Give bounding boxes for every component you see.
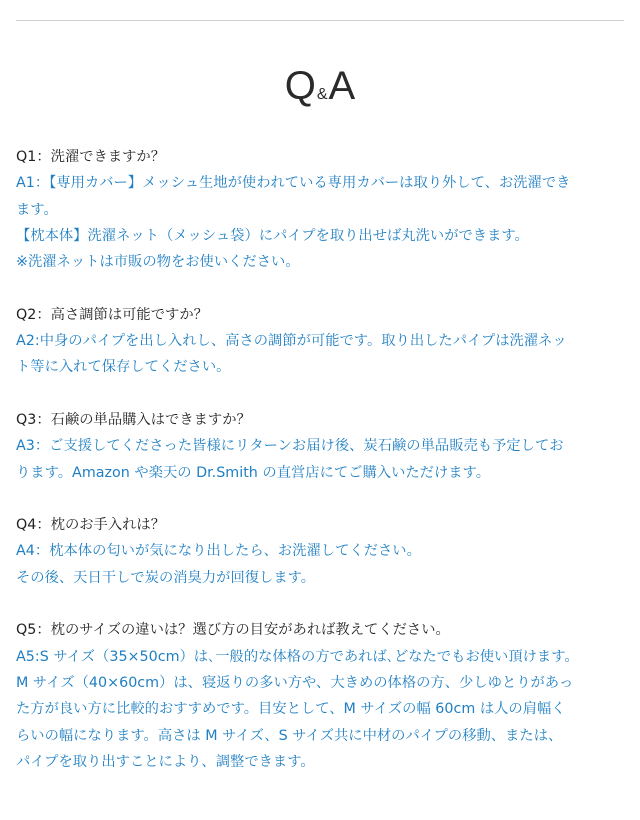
question-5: Q5：枕のサイズの違いは？選び方の目安があれば教えてください。 xyxy=(16,622,450,639)
answer-4-line-2: その後、天日干しで炭の消臭力が回復します。 xyxy=(16,569,316,586)
question-4: Q4：枕のお手入れは？ xyxy=(16,517,166,534)
answer-2-line-2: ト等に入れて保存してください。 xyxy=(16,359,231,376)
answer-2-line-1: A2:中身のパイプを出し入れし、高さの調節が可能です。取り出したパイプは洗濯ネッ xyxy=(16,333,567,350)
qa-list xyxy=(16,144,628,801)
title-a: A xyxy=(328,64,356,108)
answer-5-line-1: A5:S サイズ（35×50cm）は､一般的な体格の方であれば､どなたでもお使い頂けます。 xyxy=(16,648,579,665)
answer-3-line-1: A3：ご支援してくださった皆様にリターンお届け後、炭石鹸の単品販売も予定してお xyxy=(16,438,564,455)
question-3: Q3：石鹸の単品購入はできますか？ xyxy=(16,411,251,428)
answer-5-line-2: M サイズ（40×60cm）は、寝返りの多い方や、大きめの体格の方、少しゆとりがあっ xyxy=(16,674,574,691)
qa-item-3 xyxy=(16,407,628,486)
top-divider xyxy=(16,20,624,21)
qa-item-5 xyxy=(16,617,628,775)
answer-3-line-2: ります。Amazon や楽天の Dr.Smith の直営店にてご購入いただけます。 xyxy=(16,464,491,481)
qa-item-4 xyxy=(16,512,628,591)
answer-1-line-2: ます。 xyxy=(16,201,58,218)
page-title xyxy=(0,58,640,123)
answer-4-line-1: A4：枕本体の匂いが気になり出したら、お洗濯してください。 xyxy=(16,543,421,560)
answer-1-line-4: ※洗濯ネットは市販の物をお使いください。 xyxy=(16,254,300,271)
question-2: Q2：高さ調節は可能ですか？ xyxy=(16,306,208,323)
answer-5-line-5: パイプを取り出すことにより、調整できます。 xyxy=(16,753,315,770)
qa-item-1 xyxy=(16,144,628,275)
answer-5-line-4: らいの幅になります。高さは M サイズ、S サイズ共に中材のパイプの移動、または、 xyxy=(16,727,563,744)
qa-item-2 xyxy=(16,302,628,381)
title-q: Q xyxy=(284,64,316,108)
answer-5-line-3: た方が良い方に比較的おすすめです。目安として、M サイズの幅 60cm は人の肩幅く xyxy=(16,701,566,718)
title-ampersand: & xyxy=(316,86,328,103)
question-1: Q1：洗濯できますか？ xyxy=(16,149,166,165)
answer-1-line-3: 【枕本体】洗濯ネット（メッシュ袋）にパイプを取り出せば丸洗いができます。 xyxy=(16,227,529,244)
answer-1-line-1: A1：【専用カバー】メッシュ生地が使われている専用カバーは取り外して、お洗濯でき xyxy=(16,175,571,192)
